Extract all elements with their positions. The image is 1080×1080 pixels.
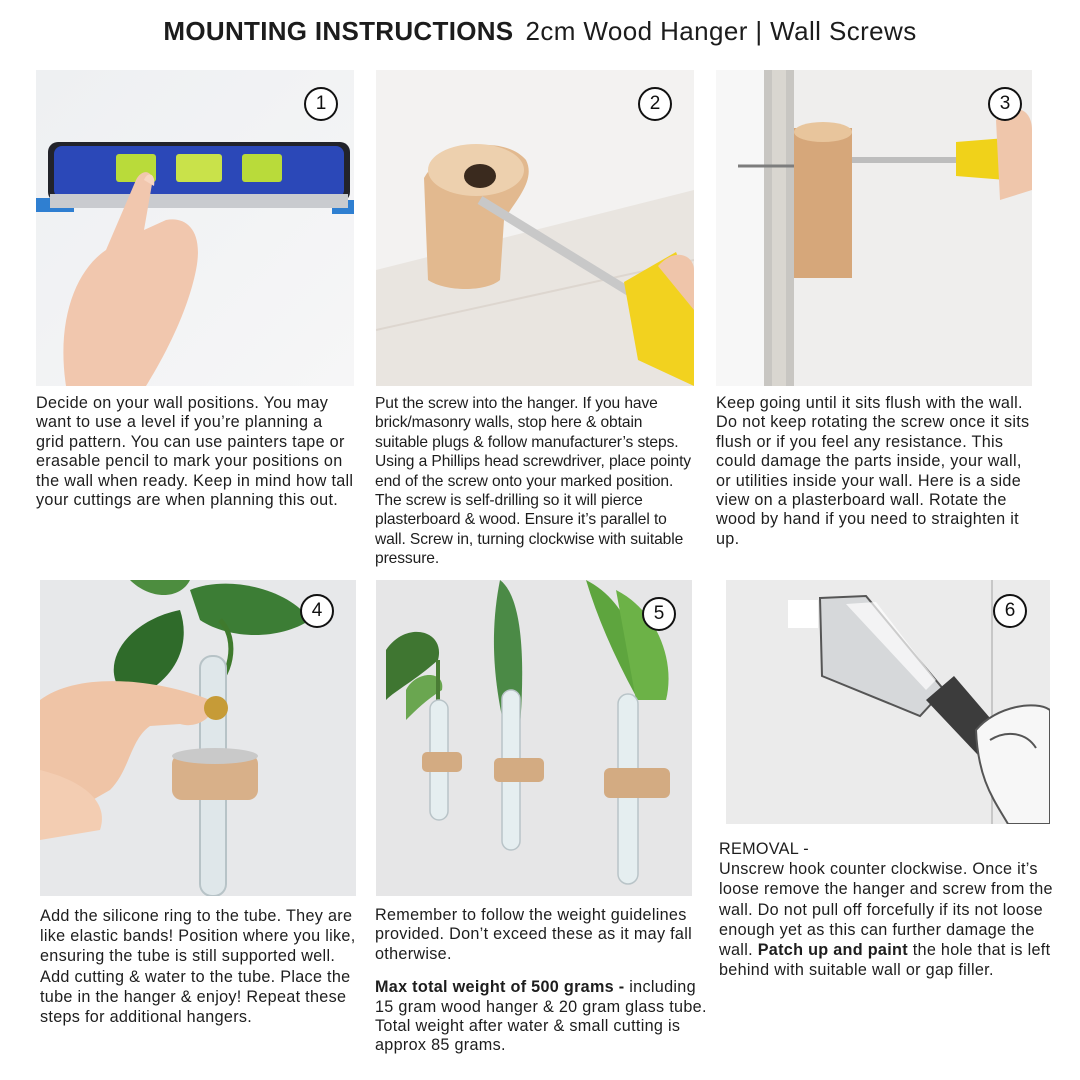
step-5-number-badge: 5: [642, 597, 676, 631]
step-3-number-badge: 3: [988, 87, 1022, 121]
removal-heading: REMOVAL -: [719, 840, 809, 858]
step-6-text: [719, 839, 1053, 980]
title-main: MOUNTING INSTRUCTIONS: [163, 16, 514, 46]
removal-text: Unscrew hook counter clockwise. Once it’s loose remove the hanger and screw from the wall. Do not pull off forcefully if its not loose enough yet as this can further damage the wall.: [719, 860, 1053, 960]
step-2-text: [375, 394, 695, 569]
removal-tail-text: the hole that is left behind with suitable wall or gap filler.: [719, 941, 1051, 980]
step-3-photo: [716, 70, 1032, 386]
step-1-photo: [36, 70, 354, 386]
step-2-description: Put the screw into the hanger. If you have brick/masonry walls, stop here & obtain suitable plugs & follow manufacturer’s steps. Using a Phillips head screwdriver, place pointy end of the screw onto your marked position. The screw is self-drilling so it will pierce plasterboard & wood. Ensure it’s parallel to wall. Screw in, turning clockwise with suitable pressure.: [375, 395, 691, 568]
step-6-number-badge: 6: [993, 594, 1027, 628]
step-2-photo: [376, 70, 694, 386]
step-3-text: [716, 394, 1038, 549]
step-5-photo: [376, 580, 692, 896]
step-5-weight-limit: Max total weight of 500 grams -: [375, 978, 625, 997]
page-title: [0, 16, 1080, 47]
step-1-description: Decide on your wall positions. You may want to use a level if you’re planning a grid pattern. You can use painters tape or erasable pencil to mark your positions on the wall when ready. Keep in mind how tall your cuttings are when planning this out.: [36, 394, 354, 510]
step-5-description: Remember to follow the weight guidelines provided. Don’t exceed these as it may fall otherwise.: [375, 906, 693, 963]
step-6-illustration: [726, 580, 1050, 824]
step-1-text: [36, 394, 354, 510]
step-5-text: [375, 906, 709, 1056]
step-4-description: Add the silicone ring to the tube. They are like elastic bands! Position where you like, ensuring the tube is still supported well. Add cutting & water to the tube. Place the tube in the hanger & enjoy! Repeat these steps for additional hangers.: [40, 907, 356, 1027]
step-4-number-badge: 4: [300, 594, 334, 628]
removal-instructions: [719, 859, 1053, 980]
step-2-number-badge: 2: [638, 87, 672, 121]
step-1-number-badge: 1: [304, 87, 338, 121]
title-subtitle: 2cm Wood Hanger | Wall Screws: [525, 16, 917, 46]
step-5-weight-note: [375, 978, 709, 1056]
step-4-text: [40, 906, 366, 1027]
step-5-weight-details: including 15 gram wood hanger & 20 gram glass tube. Total weight after water & small cutting is approx 85 grams.: [375, 978, 707, 1055]
step-4-photo: [40, 580, 356, 896]
step-3-description: Keep going until it sits flush with the wall. Do not keep rotating the screw once it sits flush or if you feel any resistance. This could damage the parts inside, your wall, or utilities inside your wall. Here is a side view on a plasterboard wall. Rotate the wood by hand if you need to straighten it up.: [716, 394, 1030, 548]
removal-bold-text: Patch up and paint: [757, 941, 908, 960]
